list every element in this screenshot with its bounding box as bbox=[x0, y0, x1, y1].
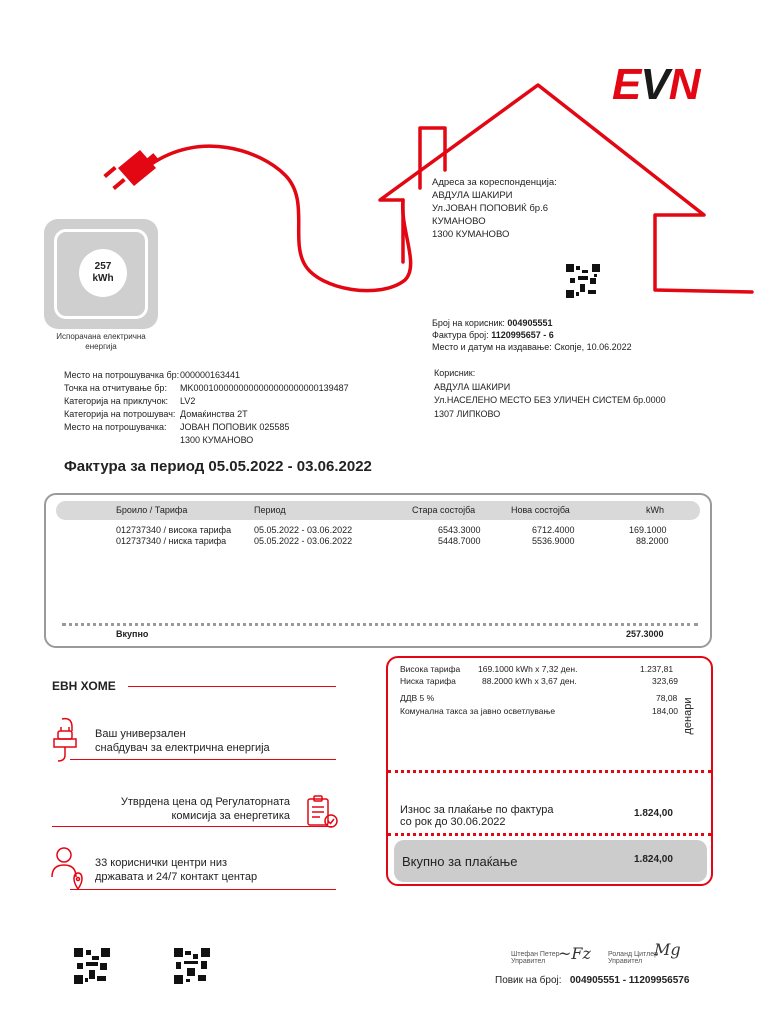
table-row: 012737340 / ниска тарифа 05.05.2022 - 03.06.2022 5448.7000 5536.9000 88.2000 bbox=[116, 536, 669, 546]
summary-line: Висока тарифа 169.1000 kWh x 7,32 ден. 1.237,81 bbox=[400, 664, 674, 674]
plug-icon bbox=[103, 150, 158, 190]
qr-code-icon bbox=[566, 264, 600, 298]
plug-socket-icon bbox=[52, 717, 80, 763]
summary-line: Ниска тарифа 88.2000 kWh x 3,67 ден. 323,69 bbox=[400, 676, 678, 686]
customer-center-icon bbox=[50, 845, 86, 893]
amount-due-label: Износ за плаќање по фактура со рок до 30.06.2022 bbox=[400, 804, 554, 828]
promo-underline bbox=[70, 889, 336, 890]
customer-address: Корисник: АВДУЛА ШАКИРИ Ул.НАСЕЛЕНО МЕСТО БЕЗ УЛИЧЕН СИСТЕМ бр.0000 1307 ЛИПКОВО bbox=[434, 368, 666, 419]
consumption-tile bbox=[44, 219, 158, 329]
invoice-period-title: Фактура за период 05.05.2022 - 03.06.2022 bbox=[64, 458, 372, 475]
invoice-references: Број на корисник: 004905551 Фактура број: 1120995657 - 6 Место и датум на издавање: Скопје, 10.06.2022 bbox=[432, 318, 632, 352]
signature-mark: Mg bbox=[654, 940, 681, 959]
signature-2: Роланд Цитлер Управител bbox=[608, 951, 658, 965]
promo-customer-centers: 33 кориснички центри низ државата и 24/7 контакт центар bbox=[95, 857, 258, 883]
qr-code-icon bbox=[174, 948, 210, 984]
consumption-caption: Испорачана електрична енергија bbox=[56, 332, 146, 351]
metering-info: Место на потрошувачка бр: 000000163441 Точка на отчитување бр: MK0001000000000000000000000139487 Категорија на приклучок: LV2 Категорија на потрошувач: Домаќинства 2Т Место на потрошувачка: ЈОВАН ПОПОВИК 025585 1300 КУМАНОВО bbox=[64, 370, 349, 445]
table-total: Вкупно 257.3000 bbox=[116, 629, 664, 639]
summary-line: ДДВ 5 % 78,08 bbox=[400, 693, 678, 703]
evn-logo: EVN bbox=[612, 60, 700, 109]
dotted-divider bbox=[388, 833, 711, 836]
total-due-value: 1.824,00 bbox=[634, 854, 673, 865]
promo-underline bbox=[52, 826, 332, 827]
signature-mark: ~Fz bbox=[558, 944, 591, 963]
table-header: Броило / Тарифа Период Стара состојба Нова состојба kWh bbox=[56, 501, 700, 520]
promo-regulated-price: Утврдена цена од Регулаторната комисија за енергетика bbox=[120, 796, 290, 822]
currency-label: денари bbox=[682, 697, 694, 735]
summary-line: Комунална такса за јавно осветлување 184,00 bbox=[400, 706, 678, 716]
signature-1: Штефан Петер Управител bbox=[511, 951, 560, 965]
title-rule bbox=[128, 686, 336, 687]
payment-reference: Повик на број: 004905551 - 11209956576 bbox=[495, 975, 690, 986]
table-row: 012737340 / висока тарифа 05.05.2022 - 03.06.2022 6543.3000 6712.4000 169.1000 bbox=[116, 525, 667, 535]
correspondence-address: Адреса за кореспонденција: АВДУЛА ШАКИРИ Ул.ЈОВАН ПОПОВИЌ бр.6 КУМАНОВО 1300 КУМАНОВО bbox=[432, 177, 557, 240]
promo-underline bbox=[70, 759, 336, 760]
evn-home-title: ЕВН ХОМЕ bbox=[52, 679, 116, 693]
consumption-value: 257 kWh bbox=[79, 249, 127, 297]
dotted-divider bbox=[62, 623, 698, 626]
dotted-divider bbox=[388, 770, 711, 773]
payment-summary bbox=[386, 656, 713, 886]
total-due-label: Вкупно за плаќање bbox=[402, 854, 518, 869]
qr-code-icon bbox=[74, 948, 110, 984]
readings-table bbox=[44, 493, 712, 648]
total-due-bar bbox=[394, 840, 707, 882]
amount-due-value: 1.824,00 bbox=[634, 808, 673, 819]
promo-supplier: Ваш универзален снабдувач за електрична енергија bbox=[95, 728, 270, 754]
